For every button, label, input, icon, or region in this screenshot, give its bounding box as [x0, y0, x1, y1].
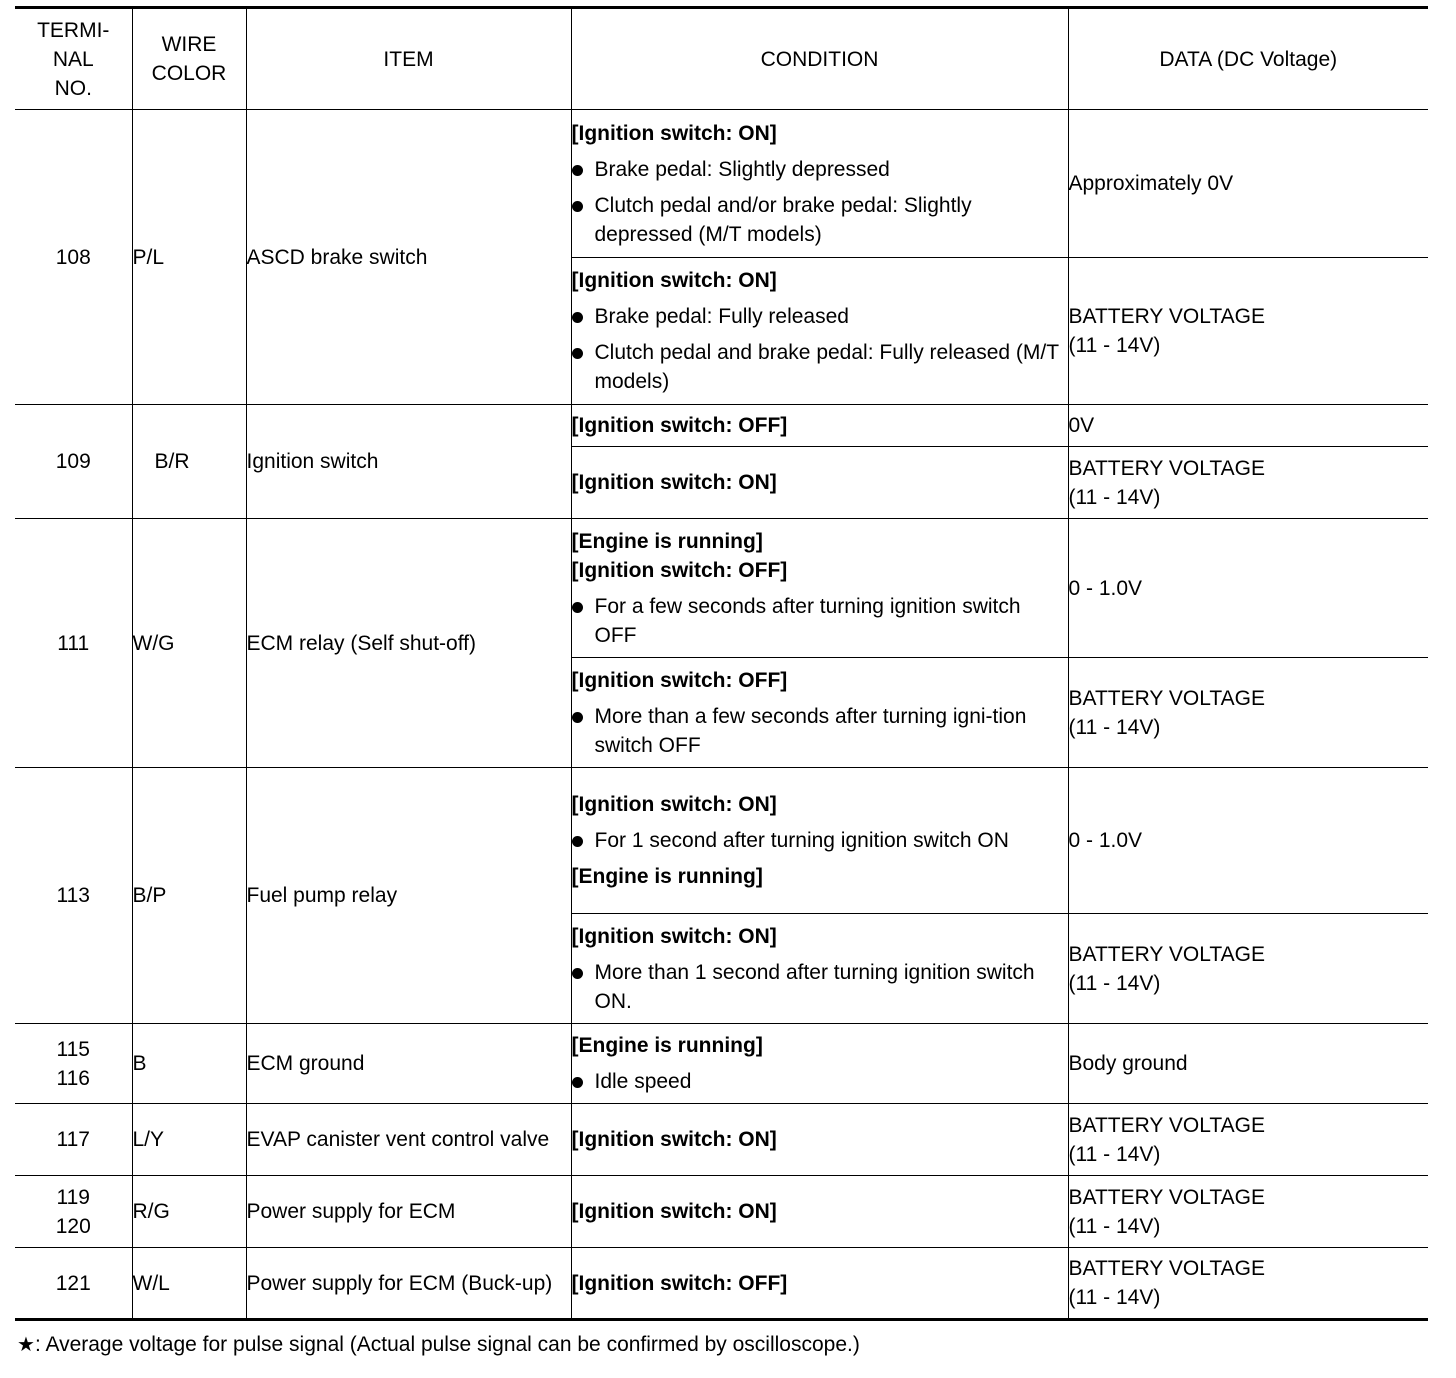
bullet-text: Idle speed — [594, 1070, 692, 1093]
condition-bullet — [572, 702, 1068, 760]
condition-cell — [571, 658, 1068, 768]
wire-color: B/R — [132, 405, 246, 519]
bullet-text: Brake pedal: Slightly depressed — [594, 157, 890, 181]
wire-color: P/L — [132, 110, 246, 405]
terminal-number: 121 — [15, 1248, 132, 1320]
table-row — [15, 519, 1428, 658]
bullet-icon — [572, 968, 583, 979]
condition-bullet — [572, 826, 1068, 855]
terminal-number: 108 — [15, 110, 132, 405]
table-row — [15, 768, 1428, 914]
condition-heading: [Ignition switch: ON] — [571, 924, 777, 948]
condition-cell — [571, 519, 1068, 658]
condition-heading: [Ignition switch: OFF] — [571, 1271, 788, 1295]
terminal-number: 115 116 — [15, 1024, 132, 1104]
condition-cell — [571, 405, 1068, 447]
bullet-icon — [572, 1077, 583, 1088]
condition-heading: [Engine is running] — [571, 529, 763, 553]
condition-cell — [571, 914, 1068, 1024]
condition-heading: [Ignition switch: ON] — [571, 793, 777, 816]
terminal-number: 113 — [15, 768, 132, 1024]
table-header-row — [15, 8, 1428, 110]
condition-heading: [Ignition switch: ON] — [571, 1128, 777, 1151]
item-name: Power supply for ECM (Buck-up) — [246, 1248, 571, 1320]
condition-heading: [Ignition switch: ON] — [571, 269, 777, 292]
condition-cell — [571, 110, 1068, 258]
bullet-text: More than a few seconds after turning igni-tion switch OFF — [594, 704, 1027, 757]
bullet-text: For 1 second after turning ignition switch ON — [594, 829, 1009, 852]
condition-cell — [571, 1024, 1068, 1104]
terminal-number: 109 — [15, 405, 132, 519]
header-data: DATA (DC Voltage) — [1068, 8, 1428, 110]
condition-cell — [571, 1104, 1068, 1176]
wire-color: R/G — [132, 1176, 246, 1248]
condition-cell — [571, 768, 1068, 914]
bullet-text: More than 1 second after turning ignition switch ON. — [594, 960, 1035, 1013]
header-item: ITEM — [246, 8, 571, 110]
item-name: Power supply for ECM — [246, 1176, 571, 1248]
bullet-icon — [572, 712, 583, 723]
condition-heading: [Ignition switch: ON] — [571, 121, 777, 145]
condition-bullet — [572, 958, 1068, 1016]
table-row — [15, 405, 1428, 447]
data-value: Approximately 0V — [1068, 110, 1428, 258]
data-value: BATTERY VOLTAGE (11 - 14V) — [1068, 1248, 1428, 1320]
wire-color: W/G — [132, 519, 246, 768]
item-name: ECM relay (Self shut-off) — [246, 519, 571, 768]
bullet-icon — [572, 836, 583, 847]
condition-heading: [Ignition switch: OFF] — [571, 558, 788, 582]
bullet-text: Clutch pedal and/or brake pedal: Slightly depressed (M/T models) — [594, 193, 972, 246]
condition-heading: [Ignition switch: OFF] — [571, 414, 788, 437]
bullet-text: Clutch pedal and brake pedal: Fully released (M/T models) — [594, 341, 1059, 393]
condition-bullet — [572, 1067, 1068, 1096]
table-row — [15, 110, 1428, 258]
condition-heading: [Engine is running] — [571, 1034, 763, 1057]
condition-heading: [Ignition switch: OFF] — [571, 668, 788, 692]
table-row — [15, 1176, 1428, 1248]
bullet-text: Brake pedal: Fully released — [594, 305, 849, 328]
wire-color: W/L — [132, 1248, 246, 1320]
data-value: BATTERY VOLTAGE (11 - 14V) — [1068, 658, 1428, 768]
condition-cell — [571, 1248, 1068, 1320]
item-name: ECM ground — [246, 1024, 571, 1104]
data-value: BATTERY VOLTAGE (11 - 14V) — [1068, 914, 1428, 1024]
condition-bullet — [572, 191, 1068, 249]
bullet-icon — [572, 348, 583, 359]
condition-bullet — [572, 302, 1068, 331]
condition-heading: [Engine is running] — [571, 865, 763, 888]
item-name: ASCD brake switch — [246, 110, 571, 405]
data-value: BATTERY VOLTAGE (11 - 14V) — [1068, 447, 1428, 519]
data-value: BATTERY VOLTAGE (11 - 14V) — [1068, 1104, 1428, 1176]
footnote — [17, 1332, 860, 1357]
condition-bullet — [572, 338, 1068, 396]
data-value: 0 - 1.0V — [1068, 519, 1428, 658]
condition-heading: [Ignition switch: ON] — [571, 1200, 777, 1223]
condition-bullet — [572, 155, 1068, 184]
table-row — [15, 1104, 1428, 1176]
wire-color: B/P — [132, 768, 246, 1024]
header-terminal-no: TERMI- NAL NO. — [15, 8, 132, 110]
condition-cell — [571, 447, 1068, 519]
bullet-icon — [572, 312, 583, 323]
bullet-icon — [572, 165, 583, 176]
footnote-text: : Average voltage for pulse signal (Actual pulse signal can be confirmed by oscilloscope.) — [34, 1333, 860, 1356]
item-name: EVAP canister vent control valve — [246, 1104, 571, 1176]
item-name: Ignition switch — [246, 405, 571, 519]
bullet-text: For a few seconds after turning ignition switch OFF — [594, 594, 1021, 647]
terminal-data-table — [15, 6, 1428, 1321]
data-value: 0V — [1068, 405, 1428, 447]
header-wire-color: WIRE COLOR — [132, 8, 246, 110]
wire-color: L/Y — [132, 1104, 246, 1176]
terminal-number: 119 120 — [15, 1176, 132, 1248]
bullet-icon — [572, 602, 583, 613]
data-value: Body ground — [1068, 1024, 1428, 1104]
terminal-number: 117 — [15, 1104, 132, 1176]
data-value: 0 - 1.0V — [1068, 768, 1428, 914]
data-value: BATTERY VOLTAGE (11 - 14V) — [1068, 1176, 1428, 1248]
condition-heading: [Ignition switch: ON] — [571, 471, 777, 494]
data-value: BATTERY VOLTAGE (11 - 14V) — [1068, 258, 1428, 405]
star-icon: ★ — [17, 1334, 35, 1356]
table-row — [15, 1024, 1428, 1104]
terminal-number: 111 — [15, 519, 132, 768]
condition-cell — [571, 258, 1068, 405]
condition-bullet — [572, 592, 1068, 650]
bullet-icon — [572, 201, 583, 212]
header-condition: CONDITION — [571, 8, 1068, 110]
table-row — [15, 1248, 1428, 1320]
condition-cell — [571, 1176, 1068, 1248]
wire-color: B — [132, 1024, 246, 1104]
item-name: Fuel pump relay — [246, 768, 571, 1024]
